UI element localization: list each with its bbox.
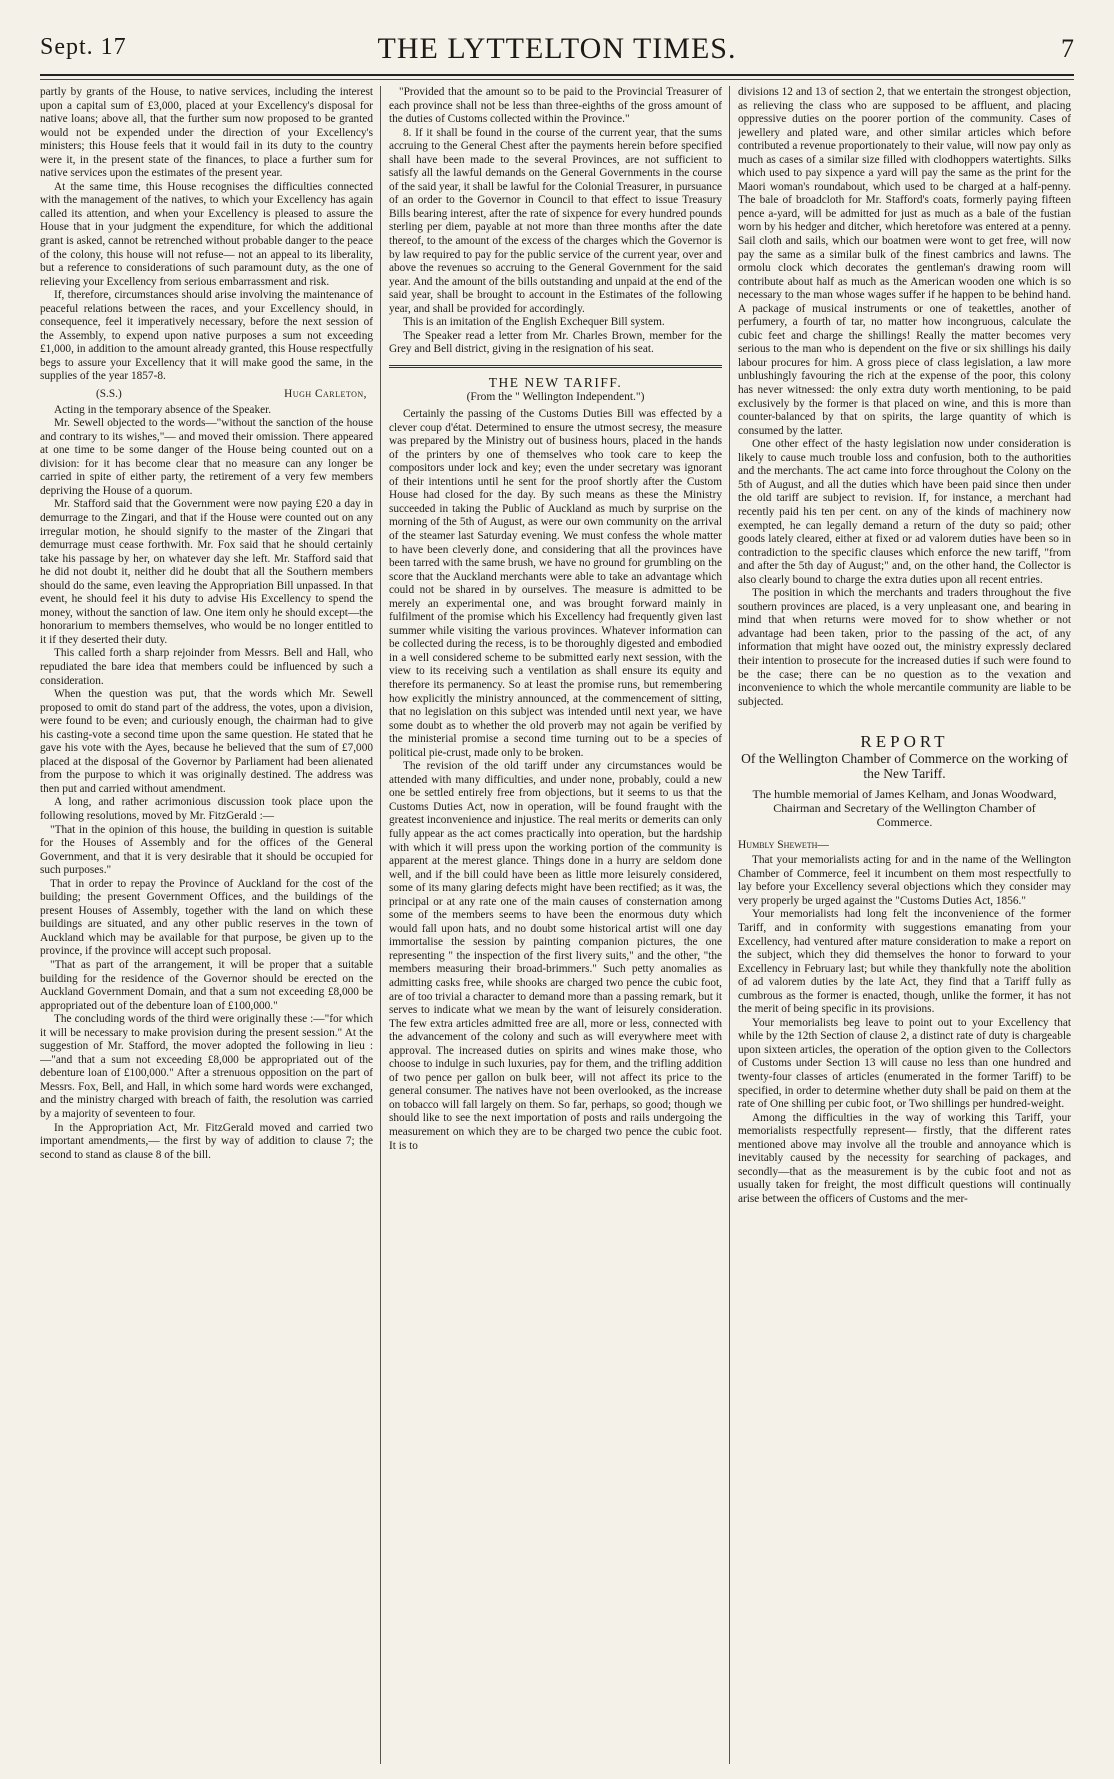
column-2	[389, 86, 722, 1776]
paragraph: The Speaker read a letter from Mr. Charles Brown, member for the Grey and Bell district, giving in the resignation of his seat.	[389, 329, 722, 356]
paragraph: In the Appropriation Act, Mr. FitzGerald moved and carried two important amendments,— the first by way of addition to clause 7; the second to stand as clause 8 of the bill.	[40, 1121, 373, 1161]
article-columns	[40, 86, 1074, 1776]
memorial-salutation: Humbly Sheweth—	[738, 838, 829, 851]
column-3	[738, 86, 1071, 1776]
signatory-name: Hugh Carleton,	[284, 388, 367, 401]
masthead-rule	[40, 79, 1074, 80]
resolution-quote: "That in the opinion of this house, the building in question is suitable for the Houses of Assembly and for the offices of the General Government, and that it is very desirable that it should be occupied for such purposes."	[40, 823, 373, 877]
clause-quote: 8. If it shall be found in the course of the current year, that the sums accruing to the General Chest after the payments herein before specified shall have been made to the several Provinces, are not sufficient to satisfy all the lawful demands on the General Governments in the course of the said year, it shall be lawful for the Colonial Treasurer, in pursuance of an order to the Governor in Council to that effect to issue Treasury Bills bearing interest, after the rate of sixpence for every hundred pounds sterling per diem, payable at not more than three months after the date thereof, to the amount of the excess of the charges which the Governor is by law required to pay for the public service of the current year, over and above the revenues so accruing to the General Government for the said year. And the amount of the bills outstanding and unpaid at the end of the said year, shall be brought to account in the Estimates of the following year, and shall be provided for accordingly.	[389, 126, 722, 315]
article-source: (From the " Wellington Independent.")	[466, 391, 645, 404]
newspaper-title: THE LYTTELTON TIMES.	[377, 32, 737, 65]
resolution-quote: "That as part of the arrangement, it will be proper that a suitable building for the residence of the Governor should be erected on the Auckland Government Domain, and that a sum not exceeding £8,000 be appropriated out of the debenture loan of £100,000."	[40, 959, 373, 1012]
seal-mark: (S.S.)	[96, 388, 122, 401]
report-subheading: Of the Wellington Chamber of Commerce on the working of the New Tariff.	[741, 750, 1068, 781]
paragraph: Mr. Stafford said that the Government were now paying £20 a day in demurrage to the Zingari, and that if the House were counted out on any irregular motion, he should signify to the master of the Zingari that demurrage must cease forthwith. Mr. Fox said that he should certainly take his passage by her, on whatever day she left. Mr. Stafford said that he did not doubt it, neither did he doubt that all the Southern members should do the same, even leaving the Appropriation Bill unpassed. In that event, he should feel it his duty to advise His Excellency to spend the money, without the sanction of law. One item only he should except—the honorarium to members themselves, who would be no longer entitled to it if they deserted their duty.	[40, 498, 373, 646]
paragraph: The position in which the merchants and traders throughout the five southern provinces are placed, is a very unpleasant one, and bearing in mind that when returns were moved for to show whether or not advantage had been taken, prior to the passing of the act, of any information that might have oozed out, the ministry expressly declared their intention to prosecute for the increased duties if such were found to be the case; there can be no question as to the vexation and inconvenience to which the whole mercantile community are liable to be subjected.	[738, 587, 1071, 708]
paragraph: partly by grants of the House, to native services, including the interest upon a capital sum of £3,000, placed at your Excellency's disposal for native loans; above all, that the further sum now proposed to be granted would not be expended under the direction of your Excellency's ministers; this House feels that it would fail in its duty to the country were it, in the present state of the finances, to place a further sum for native services upon the estimates of the present year.	[40, 86, 373, 180]
section-rule	[389, 365, 722, 366]
paragraph: That your memorialists acting for and in the name of the Wellington Chamber of Commerce, feel it incumbent on them most respectfully to lay before your Excellency several objections which they consider may very properly be urged against the "Customs Duties Act, 1856."	[738, 854, 1071, 907]
page-number: 7	[1061, 34, 1074, 63]
paragraph: Your memorialists had long felt the inconvenience of the former Tariff, and in conformity with suggestions emanating from your Excellency, had ventured after mature consideration to make a report on the subject, which they did themselves the honor to forward to your Excellency in February last; but while they thankfully note the abolition of ad valorem duties by the late Act, they find that a Tariff fully as cumbrous as the former is enacted, though, unlike the former, it has not the merit of being specific in its provisions.	[738, 908, 1071, 1016]
report-introduction: The humble memorial of James Kelham, and Jonas Woodward, Chairman and Secretary of the Wellington Chamber of Commerce.	[752, 786, 1057, 829]
masthead	[40, 30, 1074, 76]
issue-date: Sept. 17	[40, 34, 127, 60]
column-1	[40, 86, 373, 1776]
paragraph: Mr. Sewell objected to the words—"without the sanction of the house and contrary to its wishes,"— and moved their omission. There appeared at one time to be some danger of the House being counted out on a division: for it has become clear that no measure can any longer be carried in spite of either party, the retirement of a very few members depriving the House of a quorum.	[40, 417, 373, 497]
column-divider	[722, 86, 738, 1776]
paragraph: At the same time, this House recognises the difficulties connected with the management of the natives, to which your Excellency has again called its attention, and when your Excellency is pleased to assure the House that in your judgment the expenditure, for which the additional grant is asked, cannot be retrenched without probable danger to the peace of the colony, this house will not refuse— not an appeal to its liberality, but a reference to considerations of such paramount duty, as the one of relieving your Excellency from serious embarrassment and risk.	[40, 180, 373, 288]
paragraph: When the question was put, that the words which Mr. Sewell proposed to omit do stand part of the address, the votes, upon a division, were found to be even; and curiously enough, the chairman had to give his casting-vote a second time upon the same question. He stated that he gave his vote with the Ayes, because he believed that the sum of £7,000 placed at the disposal of the Governor by Parliament had been alienated from the purpose to which it was originally destined. The address was then put and carried without amendment.	[40, 688, 373, 795]
column-divider	[373, 86, 389, 1776]
paragraph: Certainly the passing of the Customs Duties Bill was effected by a clever coup d'état. Determined to ensure the utmost secresy, the measure was prepared by the Ministry out of business hours, placed in the hands of the printers by one of themselves who took care to keep the compositors under lock and key; even the under secretary was ignorant of their intentions until he sent for the proof shortly after the Custom House had closed for the day. By such means as these the Ministry succeeded in taking the Public of Auckland as much by surprise on the morning of the 5th of August, as were our own community on the arrival of the steamer last Saturday evening. We must confess the whole matter to have been cleverly done, and considering that all the provinces have been tarred with the same brush, we have no ground for grumbling on the score that the Auckland merchants were able to take an advantage which could not be shared in by ourselves. The measure is admitted to be merely an experimental one, and was brought forward mainly in fulfilment of the promise which his Excellency had frequently given last summer while visiting the various provinces. Whatever information can be collected during the recess, is to be thoroughly digested and embodied in a well considered scheme to be submitted early next session, with the view to its receiving such a ventilation as shall ensure its equity and therefore its permanency. So at least the promise runs, but remembering how explicitly the ministry announced, at the commencement of sitting, that no legislation on this subject was intended until next year, we have some doubt as to whether the old proverb may not again be verified by the ministerial promise a second time turning out to be a species of political pie-crust, made only to be broken.	[389, 408, 722, 759]
signatory-role: Acting in the temporary absence of the Speaker.	[54, 403, 272, 416]
article-heading: THE NEW TARIFF.	[488, 374, 623, 390]
section-rule	[389, 367, 722, 368]
paragraph: Your memorialists beg leave to point out to your Excellency that while by the 12th Section of clause 2, a distinct rate of duty is chargeable upon sixteen articles, the operation of the option given to the Collectors of Customs under Section 13 will cause no less than one hundred and twenty-four classes of articles (enumerated in the former Tariff) to be specified, in order to determine whether duty shall be paid on them at the rate of One shilling per cubic foot, or Two shillings per hundred-weight.	[738, 1016, 1071, 1111]
paragraph: This is an imitation of the English Exchequer Bill system.	[403, 316, 665, 329]
paragraph: The concluding words of the third were originally these :—"for which it will be necessary to make provision during the present session." At the suggestion of Mr. Stafford, the mover adopted the following in lieu :—"and that a sum not exceeding £8,000 be appropriated out of the debenture loan of £100,000." After a strenuous opposition on the part of Messrs. Fox, Bell, and Hall, in which some hard words were exchanged, and the ministry charged with breach of faith, the resolution was carried by a majority of seventeen to four.	[40, 1013, 373, 1121]
paragraph: This called forth a sharp rejoinder from Messrs. Bell and Hall, who repudiated the bare idea that members could be influenced by such a consideration.	[40, 647, 373, 687]
paragraph: One other effect of the hasty legislation now under consideration is likely to cause much trouble loss and confusion, both to the authorities and the merchants. The act came into force throughout the Colony on the 5th of August, and all the duties which have been paid since then under the old tariff are subject to revision. If, for instance, a merchant had recently paid his ten per cent. on any of the kinds of machinery now exempted, he can legally demand a return of the duty so paid; other goods lately cleared, either at fixed or ad valorem duties have been so in contradiction to the specific clauses which enforce the new tariff, "from and after the 5th day of August;" and, on the other hand, the Collector is also clearly bound to charge the extra duties upon all recent entries.	[738, 438, 1071, 586]
clause-quote: "Provided that the amount so to be paid to the Provincial Treasurer of each province shall not be less than three-eighths of the gross amount of the duties of Customs collected within the Province."	[389, 86, 722, 126]
paragraph: If, therefore, circumstances should arise involving the maintenance of peaceful relations between the races, and your Excellency should, in consequence, feel it imperatively necessary, before the next session of the Assembly, to expend upon native purposes a sum not exceeding £1,000, in addition to the amount already granted, this House respectfully begs to assure your Excellency that it will make good the same, in the supplies of the year 1857-8.	[40, 289, 373, 383]
paragraph: divisions 12 and 13 of section 2, that we entertain the strongest objection, as relieving the class who are supposed to be affluent, and placing oppressive duties on the poorer portion of the community. Cases of jewellery and plated ware, and other similar articles which before contributed a revenue proportionately to their value, will now pay only as much as cases of a similar size filled with clodhoppers watertights. Silks which used to pay sixpence a yard will pay the same as the print for the Maori woman's roundabout, which used to be charged at a half-penny. The bale of broadcloth for Mr. Stafford's coats, formerly paying fifteen pence a-yard, will be admitted for just as much as a bale of the fustian worn by his hedger and ditcher, which heretofore was entered at a penny. Sail cloth and sails, which our boatmen were wont to get free, will now pay the same as a similar bulk of the finest cambrics and lawns. The ormolu clock which decorates the gentleman's drawing room will contribute about half as much as the American wooden one which is so necessary to the man whose wages suffer if he happen to be behind hand. A package of musical instruments or one of teakettles, another of perfumery, a fourth of tar, no matter how incongruous, calculate the cubic feet and charge the shillings! Really the matter becomes very serious to the man who is dependent on the five or six shillings his daily labour procures for him. A gross piece of class legislation, a law more unblushingly favouring the rich at the expense of the poor, this colony has never witnessed: the only extra duty worth mentioning, to be paid exclusively by the former is that placed on wine, and this is more than counter-balanced by that on spirits, the large quantity of which is consumed by the latter.	[738, 86, 1071, 437]
paragraph: Among the difficulties in the way of working this Tariff, your memorialists respectfully represent— firstly, that the different rates mentioned above may involve all the trouble and annoyance which is inevitably caused by the necessity for searching of packages, and secondly—that as the measurement is by the cubic foot and not as usually taken for freight, the most difficult questions will continually arise between the officers of Customs and the mer-	[738, 1111, 1071, 1205]
resolution-quote: That in order to repay the Province of Auckland for the cost of the building; the present Government Offices, and the buildings of the present Houses of Assembly, together with the land on which these buildings are situated, and any other public reserves in the town of Auckland which may be available for that purpose, be given up to the province, if the province will accept such proposal.	[40, 877, 373, 958]
paragraph: A long, and rather acrimonious discussion took place upon the following resolutions, moved by Mr. FitzGerald :—	[40, 796, 373, 822]
signature-line	[40, 384, 373, 404]
report-heading: REPORT	[860, 732, 949, 752]
paragraph: The revision of the old tariff under any circumstances would be attended with many difficulties, and under none, probably, could a new one be settled entirely free from objections, but it seems to us that the Customs Duties Act, now in operation, will be found fraught with the greatest inconvenience and injustice. The real merits or demerits can only fully appear as the act comes practically into operation, but the hardship with which it will press upon the working portion of the community is apparent at the merest glance. Things done in a hurry are seldom done well, and if the bill could have been as little more leisurely considered, some of its many glaring defects might have been rectified; as it was, the principal or at any rate one of the main causes of consternation among some of the members seems to have been the enormous duty which would fall upon hats, and no doubt some historical artist will one day immortalise the session by painting companion pictures, the one representing " the inspection of the first livery suits," and the other, "the members measuring their broad-brimmers." Such petty anomalies as admitting casks free, while shooks are charged two pence the cubic foot, are of too trivial a character to demand more than a passing remark, but it serves to indicate what we mean by the want of leisurely consideration. The few extra articles admitted free are all, more or less, connected with the advancement of the colony and such as will everywhere meet with approval. The increased duties on spirits and wines make those, who choose to indulge in such luxuries, pay for them, and the trifling addition of two pence per gallon on bulk beer, will not affect its price to the general consumer. The natives have not been overlooked, as the increase on tobacco will fall largely on them. So far, perhaps, so good; though we should like to see the next importation of posts and rails undergoing the measurement on which they are to be charged two pence the cubic foot. It is to	[389, 760, 722, 1152]
